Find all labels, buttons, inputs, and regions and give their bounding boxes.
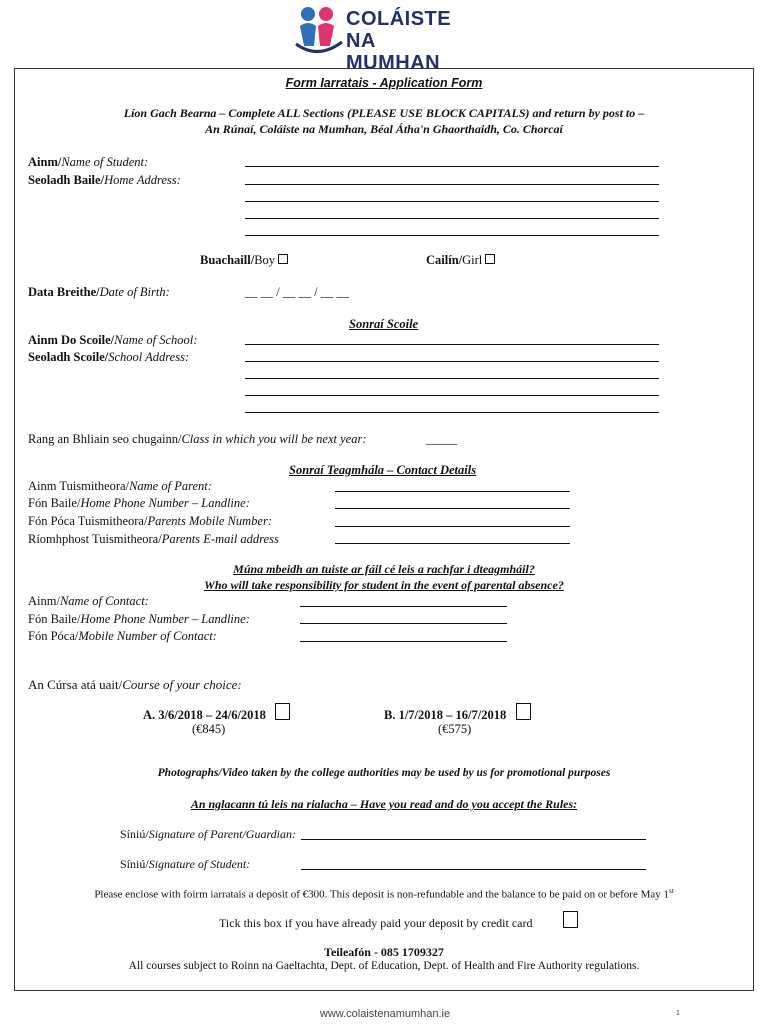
course-b-checkbox[interactable] [516,703,531,720]
intro-line-1: Líon Gach Bearna – Complete ALL Sections (PLEASE USE BLOCK CAPITALS) and return by post to – [123,106,645,120]
student-address-field-3[interactable] [245,218,659,219]
student-address-label: Seoladh Baile/Home Address: [28,173,181,187]
parent-signature-field[interactable] [301,839,646,840]
contact-phone-field[interactable] [300,623,507,624]
parent-email-field[interactable] [335,543,570,544]
parent-name-field[interactable] [335,491,570,492]
student-signature-label: Síniú/Signature of Student: [120,857,251,871]
deposit-text: Please enclose with foirm iarratais a deposit of €300. This deposit is non-refundable and the balance to be paid on or before May 1st [94,887,674,901]
school-name-label: Ainm Do Scoile/Name of School: [28,333,198,347]
contact-row: Ríomhphost Tuismitheora/Parents E-mail address [28,532,279,546]
school-address-field-1[interactable] [245,361,659,362]
course-a-checkbox[interactable] [275,703,290,720]
course-a-dates: A. 3/6/2018 – 24/6/2018 [143,708,266,722]
school-address-field-4[interactable] [245,412,659,413]
contact-row: Ainm Tuismitheora/Name of Parent: [28,479,212,493]
contact-row: Fón Póca Tuismitheora/Parents Mobile Number: [28,514,272,528]
school-address-label: Seoladh Scoile/School Address: [28,350,190,364]
class-label: Rang an Bhliain seo chugainn/Class in which you will be next year: [28,432,367,446]
contact-row: Fón Baile/Home Phone Number – Landline: [28,496,250,510]
absence-heading-en: Who will take responsibility for student in the event of parental absence? [204,578,564,592]
contact-name-field[interactable] [300,606,507,607]
intro-line-2: An Rúnaí, Coláiste na Mumhan, Béal Átha'n Ghaorthaidh, Co. Chorcaí [205,122,563,136]
form-title: Form Iarratais - Application Form [285,76,483,90]
absence-row: Fón Póca/Mobile Number of Contact: [28,629,217,643]
student-signature-field[interactable] [301,869,646,870]
logo [292,4,452,74]
girl-checkbox[interactable] [485,254,495,264]
student-address-field-1[interactable] [245,184,659,185]
school-address-field-2[interactable] [245,378,659,379]
course-label: An Cúrsa atá uait/Course of your choice: [28,677,242,692]
regulations-note: All courses subject to Roinn na Gaeltachta, Dept. of Education, Dept. of Health and Fire Authority regulations. [128,960,640,972]
boy-checkbox[interactable] [278,254,288,264]
parent-signature-label: Síniú/Signature of Parent/Guardian: [120,827,297,841]
website-url[interactable]: www.colaistenamumhan.ie [319,1008,451,1020]
student-name-field[interactable] [245,166,659,167]
logo-figures-icon [292,4,346,60]
course-b-dates: B. 1/7/2018 – 16/7/2018 [384,708,507,722]
course-b-price: (€575) [438,722,472,736]
student-address-field-4[interactable] [245,235,659,236]
contact-mobile-field[interactable] [300,641,507,642]
absence-heading-ga: Múna mbeidh an tuiste ar fáil cé leis a rachfar i dteagmháil? [233,562,535,576]
contact-heading: Sonraí Teagmhála – Contact Details [289,463,477,477]
class-field[interactable]: _____ [426,432,458,446]
school-heading: Sonraí Scoile [349,317,419,331]
tick-deposit-label: Tick this box if you have already paid your deposit by credit card [219,916,533,930]
dob-label: Data Breithe/Date of Birth: [28,285,170,299]
home-phone-field[interactable] [335,508,570,509]
school-address-field-3[interactable] [245,395,659,396]
student-name-label: Ainm/Name of Student: [28,155,149,169]
page-number: 1 [676,1010,680,1017]
girl-option: Cailín/Girl [426,252,495,269]
phone-number: Teileafón - 085 1709327 [324,945,444,959]
absence-row: Ainm/Name of Contact: [28,594,149,608]
course-a-price: (€845) [192,722,226,736]
logo-line-1: COLÁISTE [346,8,452,30]
photos-notice: Photographs/Video taken by the college authorities may be used by us for promotional purposes [157,767,611,779]
deposit-paid-checkbox[interactable] [563,911,578,928]
absence-row: Fón Baile/Home Phone Number – Landline: [28,612,250,626]
logo-line-2: NA MUMHAN [346,30,441,74]
school-name-field[interactable] [245,344,659,345]
rules-question: An nglacann tú leis na rialacha – Have you read and do you accept the Rules: [190,797,578,811]
parent-mobile-field[interactable] [335,526,570,527]
boy-option: Buachaill/Boy [200,252,288,269]
student-address-field-2[interactable] [245,201,659,202]
dob-field[interactable]: __ __ / __ __ / __ __ [245,285,349,299]
